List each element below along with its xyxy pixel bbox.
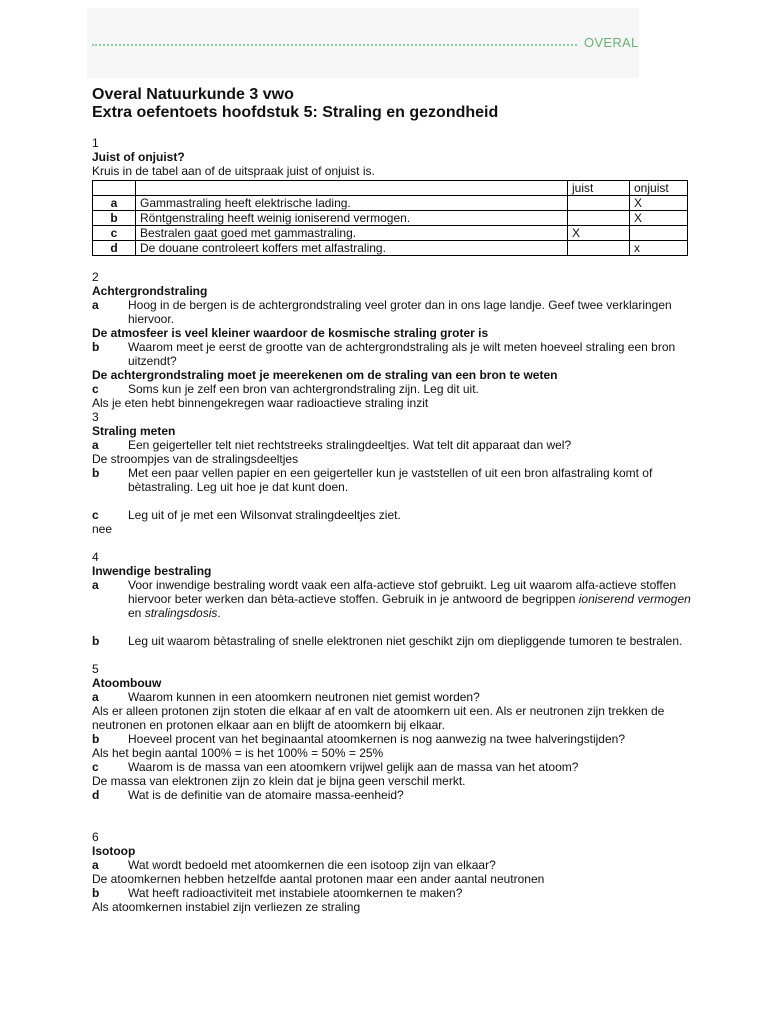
q6a-text: Wat wordt bedoeld met atoomkernen die een isotoop zijn van elkaar? [128, 858, 496, 872]
q6b-letter: b [92, 886, 100, 900]
q5a-answer[interactable]: Als er alleen protonen zijn stoten die elkaar af en valt de atoomkern uit een. Als er neutronen zijn trekken de neutronen en protonen elkaar aan en blijft de atoomkern bij elkaar. [92, 704, 665, 732]
q6a-letter: a [92, 858, 99, 872]
q4a-term1: ioniserend vermogen [578, 592, 691, 606]
q4a [92, 578, 692, 620]
header-band [87, 8, 639, 78]
q2a-text: Hoog in de bergen is de achtergrondstraling veel groter dan in ons lage landje. Geef twee verklaringen hiervoor. [128, 298, 672, 326]
q2b-answer[interactable]: De achtergrondstraling moet je meerekenen om de straling van een bron te weten [92, 368, 558, 382]
q4-heading: Inwendige bestraling [92, 564, 212, 578]
q3-number: 3 [92, 410, 99, 424]
q3b-text: Met een paar vellen papier en een geigerteller kun je vaststellen of uit een bron alfastraling komt of bètastraling. Leg uit hoe je dat kunt doen. [128, 466, 653, 494]
q5c-text: Waarom is de massa van een atoomkern vrijwel gelijk aan de massa van het atoom? [128, 760, 579, 774]
q5d-text: Wat is de definitie van de atomaire massa-eenheid? [128, 788, 404, 802]
row-onjuist[interactable] [630, 226, 688, 241]
q2a-answer[interactable]: De atmosfeer is veel kleiner waardoor de kosmische straling groter is [92, 326, 489, 340]
q5b [92, 732, 692, 746]
q3-heading: Straling meten [92, 424, 176, 438]
row-letter: b [93, 211, 136, 226]
q6-number: 6 [92, 830, 99, 844]
row-statement: Gammastraling heeft elektrische lading. [136, 196, 568, 211]
row-statement: De douane controleert koffers met alfastraling. [136, 241, 568, 256]
q2a [92, 298, 692, 326]
row-statement: Bestralen gaat goed met gammastraling. [136, 226, 568, 241]
q4a-and: en [128, 606, 142, 620]
q5a [92, 690, 692, 704]
row-letter: a [93, 196, 136, 211]
q3a [92, 438, 692, 452]
doc-subtitle: Extra oefentoets hoofdstuk 5: Straling en gezondheid [92, 104, 499, 121]
q2a-letter: a [92, 298, 99, 312]
q6a-answer[interactable]: De atoomkernen hebben hetzelfde aantal protonen maar een ander aantal neutronen [92, 872, 545, 886]
q5-number: 5 [92, 662, 99, 676]
q5d-letter: d [92, 788, 100, 802]
q3a-answer[interactable]: De stroompjes van de stralingsdeeltjes [92, 452, 299, 466]
q1-table [92, 180, 688, 256]
q2b [92, 340, 692, 368]
row-onjuist[interactable]: X [630, 211, 688, 226]
q4b-text: Leg uit waarom bètastraling of snelle elektronen niet geschikt zijn om diepliggende tumoren te bestralen. [128, 634, 683, 648]
q3c [92, 508, 692, 522]
q4a-term2: stralingsdosis [144, 606, 218, 620]
q3c-text: Leg uit of je met een Wilsonvat stralingdeeltjes ziet. [128, 508, 401, 522]
q6-heading: Isotoop [92, 844, 136, 858]
row-onjuist[interactable]: X [630, 196, 688, 211]
q6b-text: Wat heeft radioactiviteit met instabiele atoomkernen te maken? [128, 886, 463, 900]
q2b-text: Waarom meet je eerst de grootte van de achtergrondstraling als je wilt meten hoeveel straling een bron uitzendt? [128, 340, 676, 368]
q1-table-header [93, 181, 688, 196]
q3c-letter: c [92, 508, 99, 522]
q5c-answer[interactable]: De massa van elektronen zijn zo klein dat je bijna geen verschil merkt. [92, 774, 466, 788]
row-letter: d [93, 241, 136, 256]
col-juist: juist [568, 181, 630, 196]
table-row [93, 211, 688, 226]
q4a-end: . [217, 606, 221, 620]
row-juist[interactable] [568, 211, 630, 226]
doc-title: Overal Natuurkunde 3 vwo [92, 86, 294, 103]
q2c [92, 382, 692, 396]
q5a-letter: a [92, 690, 99, 704]
header-dotted-line [92, 44, 577, 46]
q5c [92, 760, 692, 774]
q5d [92, 788, 692, 802]
q3b-letter: b [92, 466, 100, 480]
row-juist[interactable] [568, 241, 630, 256]
q1-number: 1 [92, 136, 99, 150]
q2-heading: Achtergrondstraling [92, 284, 208, 298]
q5c-letter: c [92, 760, 99, 774]
q1-heading: Juist of onjuist? [92, 150, 185, 164]
q5b-letter: b [92, 732, 100, 746]
row-juist[interactable]: X [568, 226, 630, 241]
q2c-letter: c [92, 382, 99, 396]
document-body [92, 86, 692, 914]
q5b-answer[interactable]: Als het begin aantal 100% = is het 100% = 50% = 25% [92, 746, 384, 760]
q5b-text: Hoeveel procent van het beginaantal atoomkernen is nog aanwezig na twee halveringstijden? [128, 732, 625, 746]
q2c-answer[interactable]: Als je eten hebt binnengekregen waar radioactieve straling inzit [92, 396, 429, 410]
q5-heading: Atoombouw [92, 676, 162, 690]
q1-intro: Kruis in de tabel aan of de uitspraak juist of onjuist is. [92, 164, 375, 178]
q3a-letter: a [92, 438, 99, 452]
q6a [92, 858, 692, 872]
q4b [92, 634, 692, 648]
q3b [92, 466, 692, 494]
q2-number: 2 [92, 270, 99, 284]
q4a-letter: a [92, 578, 99, 592]
q2b-letter: b [92, 340, 100, 354]
q4-number: 4 [92, 550, 99, 564]
q4a-text: Voor inwendige bestraling wordt vaak een alfa-actieve stof gebruikt. Leg uit waarom alfa-actieve stoffen hiervoor beter werken dan bèta-actieve stoffen. Gebruik in je antwoord de begrippen [128, 578, 677, 606]
row-letter: c [93, 226, 136, 241]
q6b [92, 886, 692, 900]
row-statement: Röntgenstraling heeft weinig ioniserend vermogen. [136, 211, 568, 226]
table-row [93, 241, 688, 256]
q3c-answer[interactable]: nee [92, 522, 113, 536]
header-brand: OVERAL [584, 35, 639, 50]
table-row [93, 226, 688, 241]
row-onjuist[interactable]: x [630, 241, 688, 256]
table-row [93, 196, 688, 211]
q3a-text: Een geigerteller telt niet rechtstreeks stralingdeeltjes. Wat telt dit apparaat dan wel? [128, 438, 572, 452]
q5a-text: Waarom kunnen in een atoomkern neutronen niet gemist worden? [128, 690, 480, 704]
row-juist[interactable] [568, 196, 630, 211]
q2c-text: Soms kun je zelf een bron van achtergrondstraling zijn. Leg dit uit. [128, 382, 479, 396]
col-onjuist: onjuist [630, 181, 688, 196]
q4b-letter: b [92, 634, 100, 648]
q6b-answer[interactable]: Als atoomkernen instabiel zijn verliezen ze straling [92, 900, 361, 914]
